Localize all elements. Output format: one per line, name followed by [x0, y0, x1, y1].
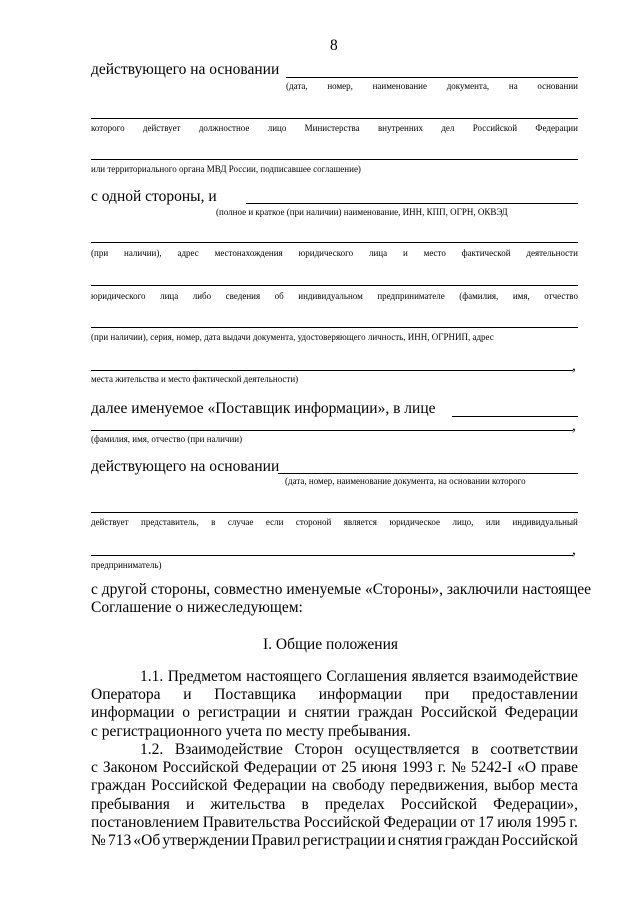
party-caption-2	[91, 248, 578, 259]
p2-line-2	[91, 759, 578, 777]
party-caption-1: (полное и краткое (при наличии) наименование, ИНН, КПП, ОГРН, ОКВЭД	[216, 207, 508, 217]
rep-basis-label: действующего на основании	[91, 458, 280, 475]
word: индивидуальном	[298, 291, 363, 301]
word: Российской	[151, 777, 228, 795]
word: Федерации	[232, 777, 307, 795]
word: место	[423, 248, 446, 258]
word: является	[411, 668, 469, 685]
word: в	[301, 795, 309, 813]
word: Российской	[303, 813, 381, 831]
basis-label: действующего на основании	[91, 61, 280, 78]
basis-input-line-2[interactable]	[91, 118, 578, 119]
word: Оператора	[91, 686, 161, 704]
closing-line-1	[91, 581, 592, 599]
word: Федерации	[383, 813, 457, 831]
word: индивидуальный	[512, 517, 578, 527]
word: г.	[569, 813, 578, 831]
basis-caption-3: или территориального органа МВД России, подписавшее соглашение)	[91, 164, 361, 174]
word: Федерации	[243, 759, 317, 777]
word: от	[321, 759, 337, 777]
p1-line-1	[91, 668, 578, 686]
word: пределах	[324, 795, 385, 813]
rep-basis-line-3[interactable]	[91, 555, 573, 556]
word: (при наличии), серия, номер, дата выдачи документа, удостоверяющего личность, ИНН, ОГРНИП, адрес	[91, 332, 494, 342]
word: Сторон	[294, 741, 343, 758]
word: настоящего	[246, 668, 322, 685]
p2-line-5	[91, 814, 578, 832]
word: от	[460, 813, 475, 831]
word: и	[185, 795, 195, 813]
word: предоставлении	[471, 686, 578, 704]
closing-paragraph	[91, 581, 592, 617]
section-heading: I. Общие положения	[263, 636, 399, 653]
page-number: 8	[330, 37, 338, 54]
rep-basis-comma: ,	[572, 541, 576, 558]
word: граждан	[91, 777, 146, 795]
word: (дата,	[286, 81, 308, 91]
word: свободу	[332, 777, 385, 795]
p2-line-6	[91, 832, 578, 850]
word: лица	[368, 248, 388, 258]
word: наличии),	[124, 248, 162, 258]
basis-input-line-3[interactable]	[91, 159, 578, 160]
word: местонахождения	[214, 248, 283, 258]
word: постановлением	[91, 813, 200, 831]
p2-line-4	[91, 796, 578, 814]
word: стороной	[295, 517, 332, 527]
word: юридического	[298, 248, 354, 258]
closing-line-2-text: Соглашение о нижеследующем:	[91, 599, 303, 617]
word: на	[311, 777, 327, 795]
word: и	[402, 248, 408, 258]
word: внутренних	[377, 123, 423, 133]
supplier-comma: ,	[572, 417, 576, 434]
word: которого	[91, 123, 125, 133]
word: действует	[142, 123, 181, 133]
supplier-rep-line[interactable]	[452, 416, 578, 417]
word: лицо	[267, 123, 287, 133]
word: дел	[441, 123, 455, 133]
word: и	[387, 831, 396, 849]
word: документа,	[446, 81, 490, 91]
word: при	[424, 686, 450, 704]
word: должностное	[198, 123, 250, 133]
word: об	[274, 291, 284, 301]
word: информации	[91, 704, 175, 722]
word: юридического	[91, 291, 146, 301]
rep-basis-line[interactable]	[278, 473, 578, 474]
party-line-3[interactable]	[91, 285, 578, 286]
word: юридическое	[389, 517, 441, 527]
word: выбор	[493, 777, 535, 795]
word: 17	[478, 813, 494, 831]
word: действует	[91, 517, 129, 527]
p2-line-3	[91, 777, 578, 795]
word: отчество	[544, 291, 578, 301]
word: или	[485, 517, 500, 527]
word: деятельности	[526, 248, 578, 258]
word: Российской	[400, 795, 478, 813]
word: Федерации	[504, 704, 578, 722]
word: адрес	[177, 248, 199, 258]
party-line-4[interactable]	[91, 327, 578, 328]
word: Российской	[420, 704, 497, 722]
party-caption-3	[91, 291, 578, 302]
word: и	[288, 704, 297, 722]
word: граждан	[357, 704, 413, 722]
word: «О	[517, 759, 537, 777]
word: лицо,	[452, 517, 474, 527]
paragraph-1-2	[91, 741, 578, 850]
word: пребывания	[91, 795, 170, 813]
word: жительства	[210, 795, 286, 813]
word: утверждении	[162, 831, 250, 849]
word: июля	[497, 813, 532, 831]
rep-basis-caption-2	[91, 517, 578, 528]
word: (при	[91, 248, 109, 258]
word: Министерства	[304, 123, 360, 133]
word: снятия	[397, 831, 443, 849]
word: №	[451, 759, 466, 777]
word: Законом	[102, 759, 158, 777]
party-comma: ,	[572, 357, 576, 374]
word: Правил	[251, 831, 301, 849]
word: соответствии	[490, 741, 578, 758]
one-party-label: с одной стороны, и	[91, 188, 217, 205]
word: номер,	[327, 81, 353, 91]
word: взаимодействие	[473, 668, 578, 685]
word: Поставщика	[214, 686, 297, 704]
word: о	[182, 704, 190, 722]
word: Предметом	[167, 668, 242, 685]
rep-basis-line-2[interactable]	[91, 512, 578, 513]
word: случае	[227, 517, 254, 527]
p1-line-4	[91, 723, 578, 741]
closing-line-2	[91, 599, 578, 617]
word: 713	[107, 831, 132, 849]
word: 1.1.	[140, 668, 164, 685]
word: является	[343, 517, 377, 527]
p1-line-3	[91, 704, 578, 722]
p1-line-4-text: с регистрационного учета по месту пребывания.	[91, 722, 411, 740]
party-line-5[interactable]	[91, 370, 573, 371]
word: №	[91, 831, 106, 849]
word: Российской	[501, 831, 578, 849]
word: осуществляется	[354, 741, 460, 758]
p2-line-1	[91, 741, 578, 759]
word: либо	[192, 291, 212, 301]
party-name-line[interactable]	[246, 203, 578, 204]
rep-basis-caption-1: (дата, номер, наименование документа, на основании которого	[285, 476, 526, 486]
word: имя,	[512, 291, 530, 301]
word: Правительства	[202, 813, 301, 831]
supplier-rep-line-2[interactable]	[91, 430, 573, 431]
word: наименование	[372, 81, 427, 91]
word: лица	[160, 291, 179, 301]
word: сведения	[225, 291, 261, 301]
word: предпринимателе	[377, 291, 445, 301]
word: основании	[537, 81, 578, 91]
word: 1.2.	[140, 741, 164, 758]
word: на	[508, 81, 518, 91]
word: места	[540, 777, 578, 795]
word: г.	[437, 759, 447, 777]
word: в	[211, 517, 216, 527]
word: и	[183, 686, 192, 704]
word: с	[91, 759, 98, 777]
basis-caption-2	[91, 123, 578, 134]
basis-caption-1	[286, 81, 578, 92]
party-caption-5: места жительства и место фактической деятельности)	[91, 374, 299, 384]
word: 5242-I	[470, 759, 513, 777]
p1-line-2	[91, 686, 578, 704]
word: если	[265, 517, 284, 527]
word: праве	[540, 759, 578, 777]
word: Федерации	[535, 123, 578, 133]
word: с другой стороны, совместно именуемые «Стороны», заключили настоящее	[91, 581, 592, 598]
word: информации	[318, 686, 403, 704]
word: Взаимодействие	[174, 741, 283, 758]
party-line-2[interactable]	[91, 242, 578, 243]
word: Российской	[162, 759, 239, 777]
word: регистрации	[197, 704, 281, 722]
word: 1993	[401, 759, 433, 777]
word: Российской	[472, 123, 518, 133]
party-caption-4	[91, 332, 578, 343]
word: 1995	[534, 813, 566, 831]
supplier-caption-1: (фамилия, имя, отчество (при наличии)	[91, 434, 243, 444]
word: в	[471, 741, 479, 758]
word: представитель,	[141, 517, 199, 527]
paragraph-1-1	[91, 668, 578, 741]
word: Федерации»,	[493, 795, 578, 813]
word: снятии	[304, 704, 351, 722]
word: 25	[341, 759, 357, 777]
basis-input-line[interactable]	[286, 77, 578, 78]
word: «Об	[133, 831, 161, 849]
word: граждан	[444, 831, 500, 849]
word: Соглашения	[326, 668, 408, 685]
word: июня	[361, 759, 397, 777]
word: (фамилия,	[459, 291, 499, 301]
supplier-label: далее именуемое «Поставщик информации», в лице	[91, 400, 436, 417]
word: регистрации	[302, 831, 386, 849]
rep-basis-caption-3: предприниматель)	[91, 560, 162, 570]
word: фактической	[461, 248, 511, 258]
word: передвижения,	[390, 777, 489, 795]
